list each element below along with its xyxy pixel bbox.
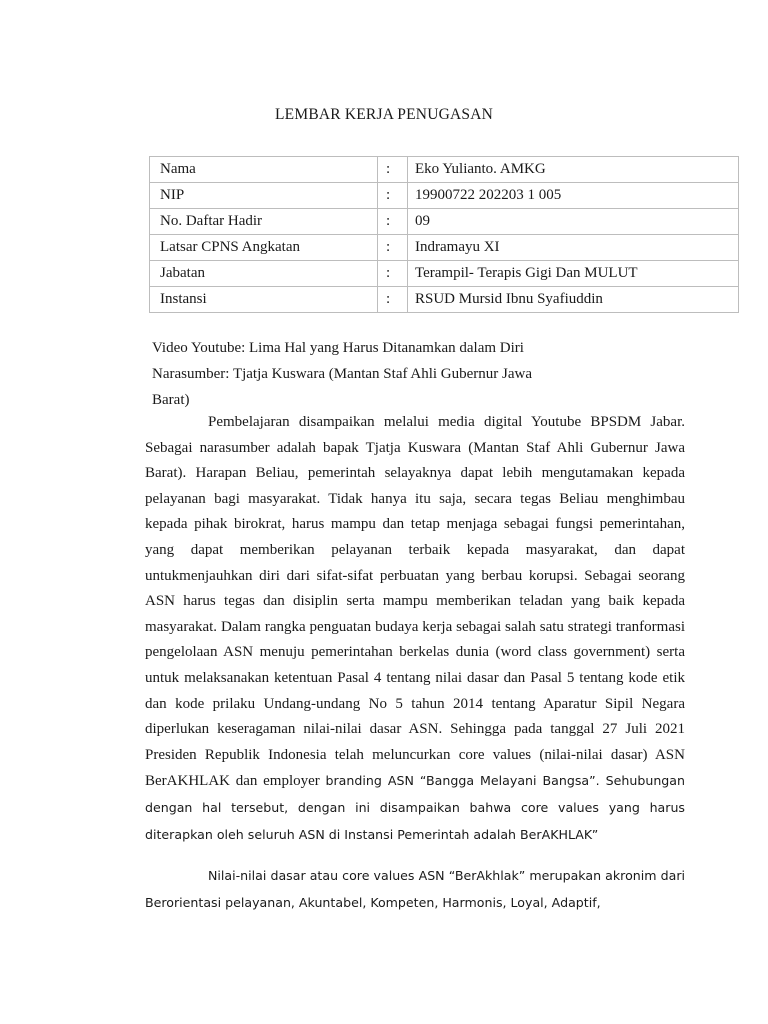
document-title: LEMBAR KERJA PENUGASAN: [275, 106, 493, 123]
row-label-jabatan: Jabatan: [150, 261, 378, 287]
table-row: [150, 209, 739, 235]
row-separator: :: [378, 183, 408, 209]
row-separator: :: [378, 157, 408, 183]
table-row: [150, 261, 739, 287]
table-row: [150, 235, 739, 261]
table-row: [150, 287, 739, 313]
row-label-nama: Nama: [150, 157, 378, 183]
row-separator: :: [378, 235, 408, 261]
table-row: [150, 183, 739, 209]
row-value-daftar-hadir: 09: [408, 209, 739, 235]
row-value-instansi: RSUD Mursid Ibnu Syafiuddin: [408, 287, 739, 313]
body-paragraph-2: [145, 863, 685, 916]
row-separator: :: [378, 261, 408, 287]
row-value-jabatan: Terampil- Terapis Gigi Dan MULUT: [408, 261, 739, 287]
paragraph-1-branding-text: branding ASN “Bangga Melayani Bangsa”. Sehubungan dengan hal tersebut, dengan ini disampaikan bahwa core values yang harus diterapkan oleh seluruh ASN di Instansi Pemerintah adalah BerAKHLAK”: [145, 773, 686, 842]
row-value-angkatan: Indramayu XI: [408, 235, 739, 261]
row-separator: :: [378, 287, 408, 313]
identity-table: [149, 156, 739, 313]
video-title-line: Video Youtube: Lima Hal yang Harus Ditanamkan dalam Diri: [152, 340, 524, 356]
paragraph-1-text: Pembelajaran disampaikan melalui media digital Youtube BPSDM Jabar. Sebagai narasumber adalah bapak Tjatja Kuswara (Mantan Staf Ahli Gubernur Jawa Barat). Harapan Beliau, pemerintah selayaknya dapat lebih mengutamakan kepada pelayanan bagi masyarakat. Tidak hanya itu saja, secara tegas Beliau menghimbau kepada pihak birokrat, harus mampu dan tetap menjaga sebagai fungsi pemerintahan, yang dapat memberikan pelayanan terbaik kepada masyarakat, dan dapat untukmenjauhkan diri dari sifat-sifat perbuatan yang berbau korupsi. Sebagai seorang ASN harus tegas dan disiplin serta mampu memberikan teladan yang baik kepada masyarakat. Dalam rangka penguatan budaya kerja sebagai salah satu strategi tranformasi pengelolaan ASN menuju pemerintahan berkelas dunia (word class government) serta untuk melaksanakan ketentuan Pasal 4 tentang nilai dasar dan Pasal 5 tentang kode etik dan kode prilaku Undang-undang No 5 tahun 2014 tentang Aparatur Sipil Negara diperlukan keseragaman nilai-nilai dasar ASN. Sehingga pada tanggal 27 Juli 2021 Presiden Republik Indonesia telah meluncurkan core values (nilai-nilai dasar) ASN BerAKHLAK dan employer: [145, 414, 685, 790]
row-label-nip: NIP: [150, 183, 378, 209]
paragraph-2-text: Nilai-nilai dasar atau core values ASN “BerAkhlak” merupakan akronim dari Berorientasi pelayanan, Akuntabel, Kompeten, Harmonis, Loyal, Adaptif,: [145, 868, 685, 910]
speaker-line: Narasumber: Tjatja Kuswara (Mantan Staf Ahli Gubernur Jawa Barat): [152, 366, 533, 408]
row-label-instansi: Instansi: [150, 287, 378, 313]
row-value-nama: Eko Yulianto. AMKG: [408, 157, 739, 183]
body-paragraph-1: [145, 410, 685, 848]
row-label-angkatan: Latsar CPNS Angkatan: [150, 235, 378, 261]
row-label-daftar-hadir: No. Daftar Hadir: [150, 209, 378, 235]
row-value-nip: 19900722 202203 1 005: [408, 183, 739, 209]
row-separator: :: [378, 209, 408, 235]
table-row: [150, 157, 739, 183]
